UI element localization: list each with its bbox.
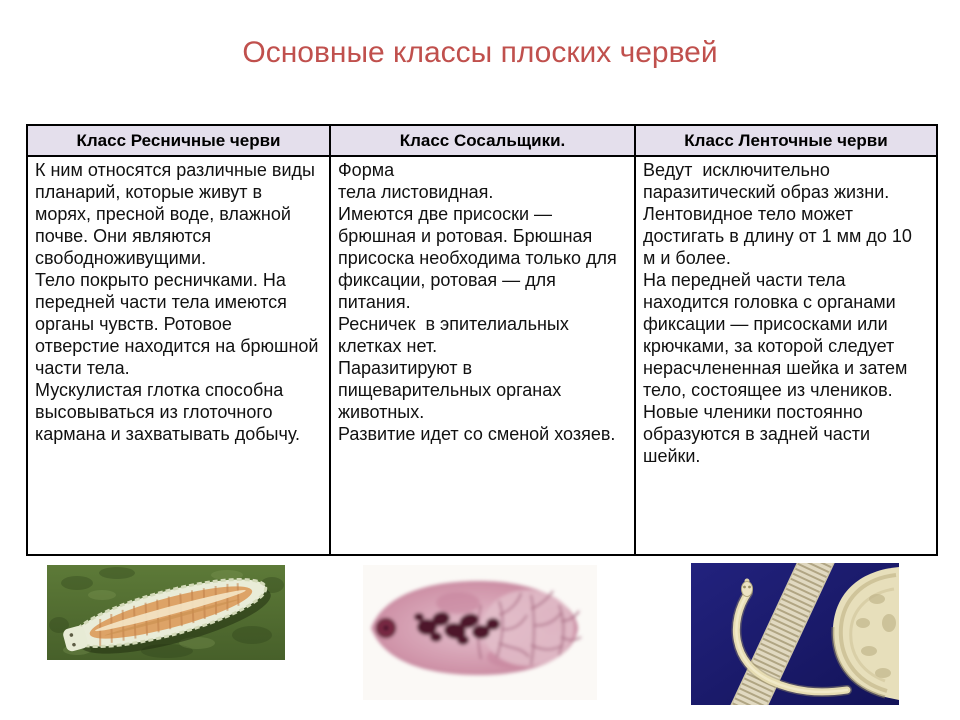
paragraph: Форма	[338, 160, 395, 180]
paragraph: тела листовидная.	[338, 182, 494, 202]
column-header-ciliated-worms: Класс Ресничные черви	[27, 125, 330, 156]
paragraph: К ним относятся различные виды планарий, которые живут в морях, пресной воде, влажной почве. Они являются свободноживущими.	[35, 160, 320, 268]
table-header-row	[27, 125, 937, 156]
table-body-row	[27, 156, 937, 555]
cell-flukes	[330, 156, 635, 555]
cell-tapeworms	[635, 156, 937, 555]
page-title: Основные классы плоских червей	[242, 36, 718, 69]
column-header-tapeworms: Класс Ленточные черви	[635, 125, 937, 156]
flatworm-classes-table	[26, 124, 938, 556]
paragraph: Паразитируют в пищеварительных органах животных.	[338, 358, 567, 422]
planaria-image	[47, 565, 285, 660]
fluke-photo	[363, 565, 597, 700]
paragraph: Ресничек в эпителиальных клетках нет.	[338, 314, 574, 356]
paragraph: Имеются две присоски — брюшная и ротовая. Брюшная присоска необходима только для фиксации, ротовая — для питания.	[338, 204, 622, 312]
tapeworm-photo	[691, 563, 899, 705]
fluke-image	[363, 565, 597, 700]
cell-ciliated-worms	[27, 156, 330, 555]
paragraph: Тело покрыто ресничками. На передней части тела имеются органы чувств. Ротовое отверстие находится на брюшной части тела.	[35, 270, 324, 378]
column-header-flukes: Класс Сосальщики.	[330, 125, 635, 156]
tapeworm-image	[691, 563, 899, 705]
paragraph: Мускулистая глотка способна высовываться из глоточного кармана и захватывать добычу.	[35, 380, 301, 444]
paragraph: На передней части тела находится головка с органами фиксации — присосками или крючками, за которой следует нерасчлененная шейка и затем тело, состоящее из члеников.	[643, 270, 913, 400]
paragraph: Развитие идет со сменой хозяев.	[338, 424, 616, 444]
paragraph: Лентовидное тело может достигать в длину от 1 мм до 10 м и более.	[643, 204, 917, 268]
paragraph: Ведут исключительно паразитический образ жизни.	[643, 160, 890, 202]
planaria-photo	[47, 565, 285, 660]
paragraph: Новые членики постоянно образуются в задней части шейки.	[643, 402, 876, 466]
